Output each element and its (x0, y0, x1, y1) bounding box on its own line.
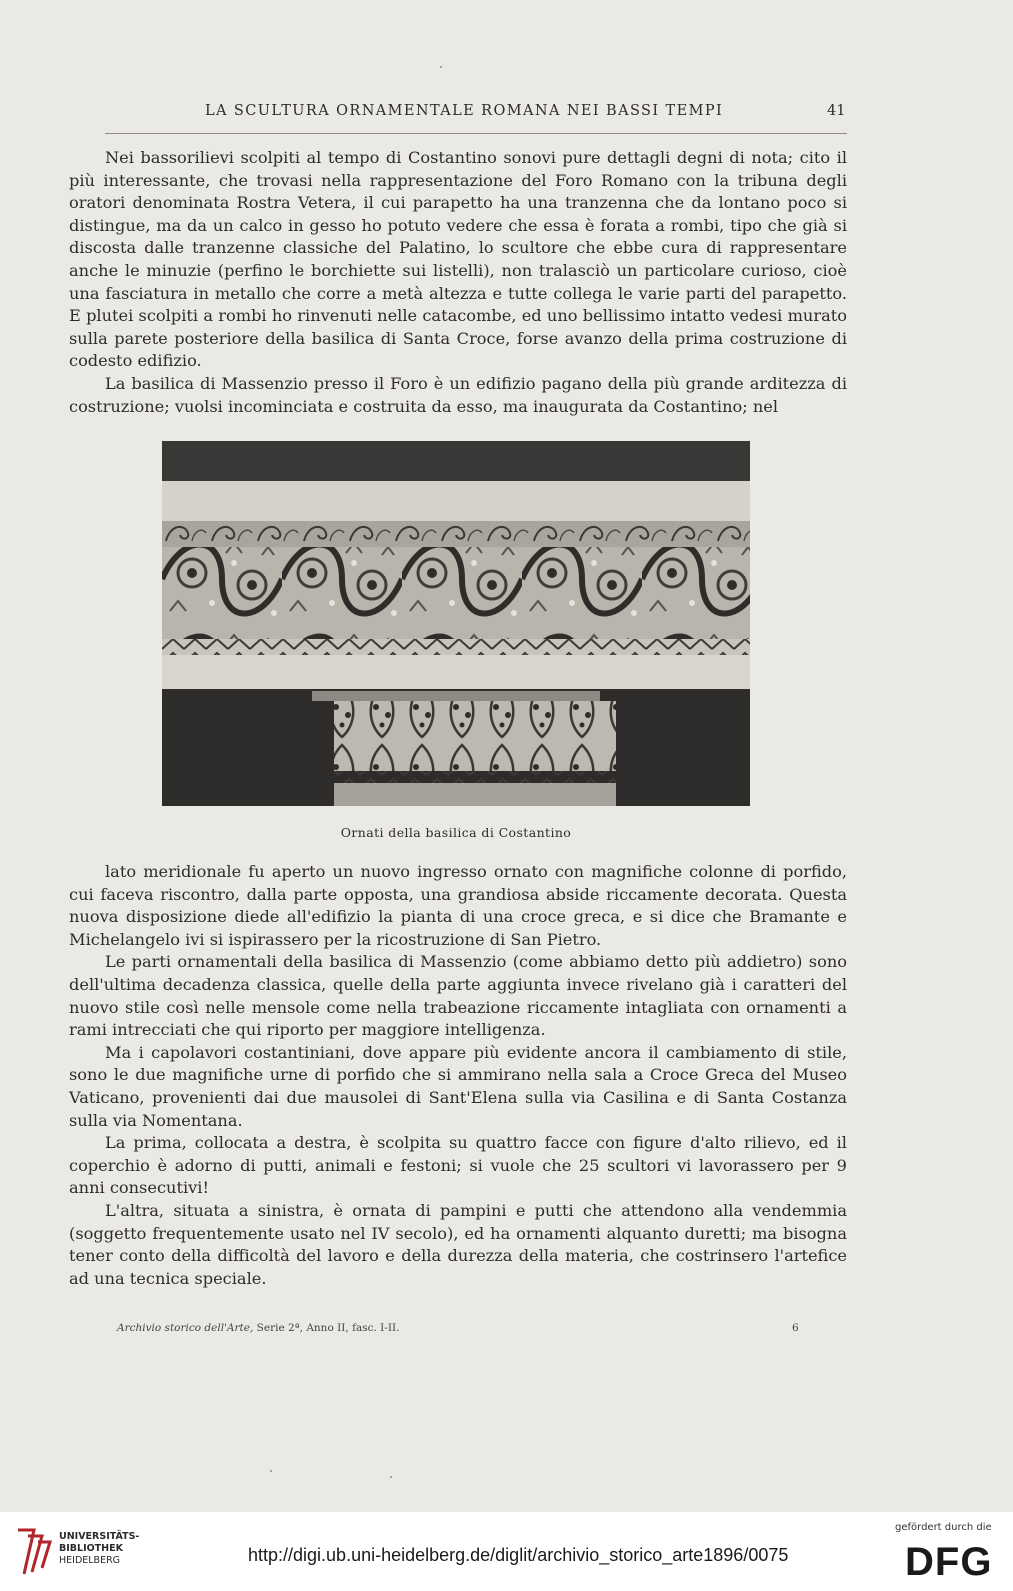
body-text-bottom (69, 861, 847, 1290)
funded-by-label: gefördert durch die (895, 1522, 992, 1533)
header-rule (105, 133, 847, 134)
figure-photo-ornaments (162, 441, 750, 806)
journal-title: Archivio storico dell'Arte, (117, 1322, 254, 1334)
permalink-url[interactable]: http://digi.ub.uni-heidelberg.de/diglit/archivio_storico_arte1896/0075 (248, 1545, 789, 1565)
paragraph: La basilica di Massenzio presso il Foro è un edifizio pagano della più grande arditezza di costruzione; vuolsi incominciata e costruita da esso, ma inaugurata da Costantino; nel (69, 373, 847, 416)
running-title: LA SCULTURA ORNAMENTALE ROMANA NEI BASSI TEMPI (205, 103, 724, 119)
library-line-2: BIBLIOTHEK (59, 1543, 123, 1554)
paragraph: Ma i capolavori costantiniani, dove appare più evidente ancora il cambiamento di stile, sono le due magnifiche urne di porfido che si ammirano nella sala a Croce Greca del Museo Vaticano, provenienti dai due mausolei di Sant'Elena sulla via Casilina e di Santa Costanza sulla via Nomentana. (69, 1042, 847, 1130)
paragraph: La prima, collocata a destra, è scolpita su quattro facce con figure d'alto rilievo, ed il coperchio è adorno di putti, animali e festoni; si vuole che 25 scultori vi lavorassero per 9 anni consecutivi! (69, 1133, 847, 1198)
dfg-logo: DFG (905, 1540, 993, 1584)
paragraph: Nei bassorilievi scolpiti al tempo di Costantino sonovi pure dettagli degni di nota; cito il più interessante, che trovasi nella rappresentazione del Foro Romano con la tribuna degli oratori denominata Rostra Vetera, il cui parapetto ha una tranzenna che da lontano poco si distingue, ma da un calco in gesso ho potuto vedere che essa è forata a rombi, tipo che già si discosta dalle tranzenne classiche del Palatino, lo scultore che ebbe cura di rappresentare anche le minuzie (perfino le borchiette sui listelli), non tralasciò un particolare curioso, cioè una fasciatura in metallo che corre a metà altezza e tutte collega le varie parti del parapetto. E plutei scolpiti a rombi ho rinvenuti nelle catacombe, ed uno bellissimo intatto vedesi murato sulla parete posteriore della basilica di Santa Croce, forse avanzo della prima costruzione di codesto edifizio. (69, 148, 847, 371)
paper-speck (270, 1470, 272, 1472)
paragraph: lato meridionale fu aperto un nuovo ingresso ornato con magnifiche colonne di porfido, cui faceva riscontro, dalla parte opposta, una grandiosa abside riccamente decorata. Questa nuova disposizione diede all'edifizio la pianta di una croce greca, e si dice che Bramante e Michelangelo ivi si ispirassero per la ricostruzione di San Pietro. (69, 862, 847, 949)
paragraph: L'altra, situata a sinistra, è ornata di pampini e putti che attendono alla vendemmia (soggetto frequentemente usato nel IV secolo), ed ha ornamenti alquanto duretti; ma bisogna tener conto della difficoltà del lavoro e della durezza della materia, che costrinsero l'artefice ad una tecnica speciale. (69, 1200, 847, 1288)
figure-caption: Ornati della basilica di Costantino (340, 825, 572, 840)
footer-citation (117, 1322, 400, 1334)
page-number: 41 (827, 103, 846, 119)
body-text-top (69, 147, 847, 418)
library-logo-icon (14, 1528, 54, 1580)
paper-speck (440, 66, 442, 68)
ornament-relief-illustration (162, 441, 750, 806)
library-line-1: UNIVERSITÄTS- (59, 1531, 140, 1542)
paper-speck (390, 1476, 392, 1478)
library-line-3: HEIDELBERG (59, 1555, 121, 1566)
signature-mark: 6 (792, 1322, 799, 1334)
journal-details: Serie 2ª, Anno II, fasc. I-II. (256, 1322, 400, 1334)
library-name (59, 1531, 139, 1567)
paragraph: Le parti ornamentali della basilica di Massenzio (come abbiamo detto più addietro) sono dell'ultima decadenza classica, quelle della parte aggiunta invece rivelano già i caratteri del nuovo stile così nelle mensole come nella trabeazione riccamente intagliata con ornamenti a rami intrecciati che qui riporto per maggiore intelligenza. (69, 952, 847, 1040)
